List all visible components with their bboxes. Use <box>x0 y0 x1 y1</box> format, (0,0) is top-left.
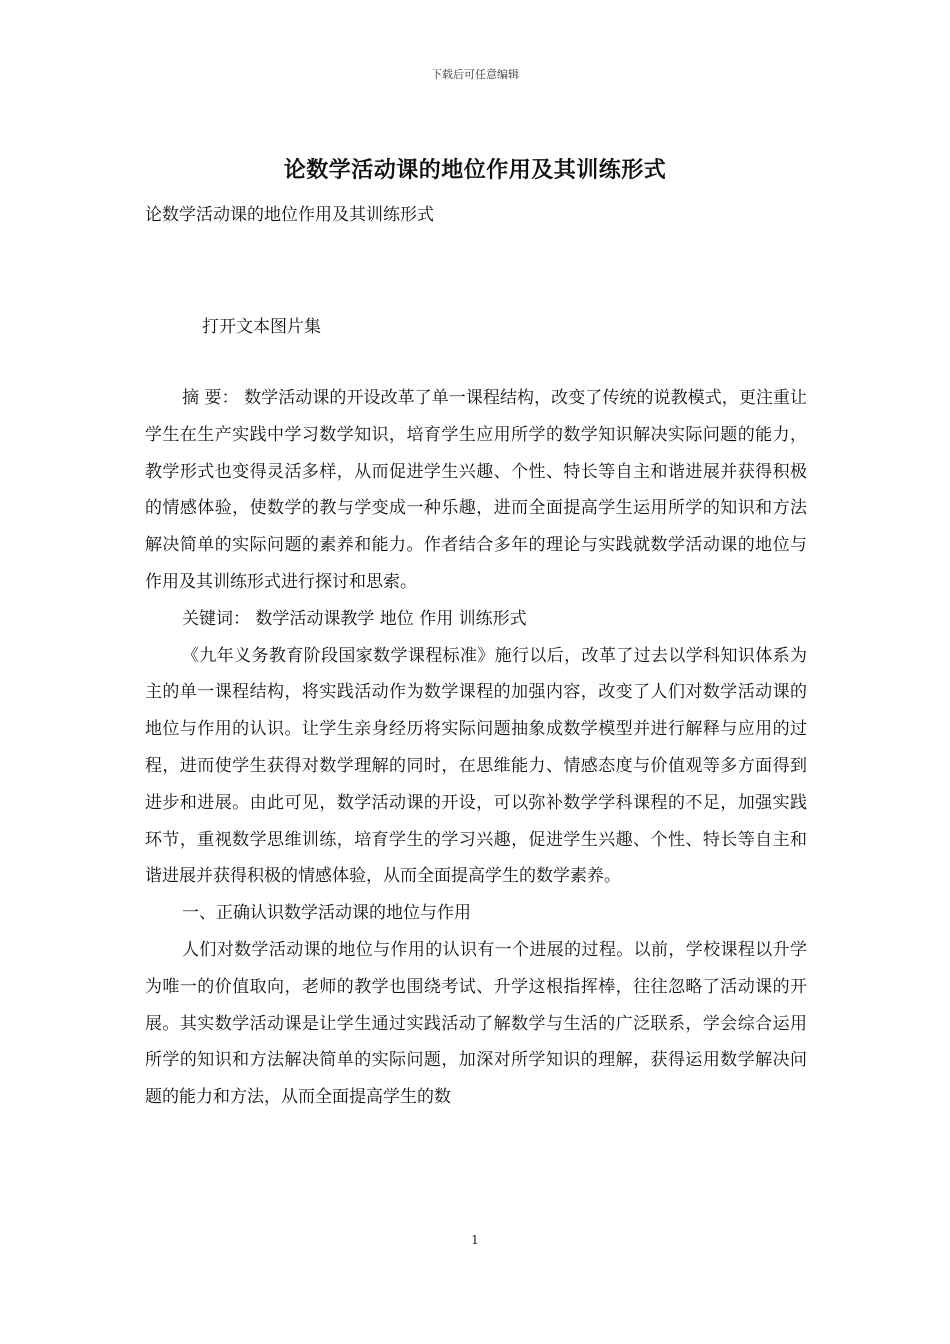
body-paragraph: 《九年义务教育阶段国家数学课程标准》施行以后，改革了过去以学科知识体系为主的单一课程结构，将实践活动作为数学课程的加强内容，改变了人们对数学活动课的地位与作用的认识。让学生亲身经历将实际问题抽象成数学模型并进行解释与应用的过程，进而使学生获得对数学理解的同时，在思维能力、情感态度与价值观等多方面得到进步和进展。由此可见，数学活动课的开设，可以弥补数学学科课程的不足，加强实践环节，重视数学思维训练，培育学生的学习兴趣，促进学生兴趣、个性、特长等自主和谐进展并获得积极的情感体验，从而全面提高学生的数学素养。 <box>145 645 807 887</box>
document-subtitle: 论数学活动课的地位作用及其训练形式 <box>145 205 434 225</box>
page-header-note: 下载后可任意编辑 <box>431 68 519 81</box>
abstract-paragraph: 摘 要： 数学活动课的开设改革了单一课程结构，改变了传统的说教模式，更注重让学生在生产实践中学习数学知识，培育学生应用所学的数学知识解决实际问题的能力，教学形式也变得灵活多样，从而促进学生兴趣、个性、特长等自主和谐进展并获得积极的情感体验，使数学的教与学变成一种乐趣，进而全面提高学生运用所学的知识和方法解决简单的实际问题的素养和能力。作者结合多年的理论与实践就数学活动课的地位与作用及其训练形式进行探讨和思索。 <box>145 388 807 592</box>
body-paragraph: 人们对数学活动课的地位与作用的认识有一个进展的过程。以前，学校课程以升学为唯一的价值取向，老师的教学也围绕考试、升学这根指挥棒，往往忽略了活动课的开展。其实数学活动课是让学生通过实践活动了解数学与生活的广泛联系，学会综合运用所学的知识和方法解决简单的实际问题，加深对所学知识的理解，获得运用数学解决问题的能力和方法，从而全面提高学生的数 <box>145 939 807 1108</box>
open-image-gallery-link[interactable]: 打开文本图片集 <box>202 317 321 337</box>
keywords-line: 关键词： 数学活动课教学 地位 作用 训练形式 <box>182 608 527 629</box>
document-title: 论数学活动课的地位作用及其训练形式 <box>283 157 667 183</box>
page-number: 1 <box>471 1233 479 1247</box>
document-body <box>145 380 807 1116</box>
section-heading: 一、正确认识数学活动课的地位与作用 <box>182 903 471 924</box>
